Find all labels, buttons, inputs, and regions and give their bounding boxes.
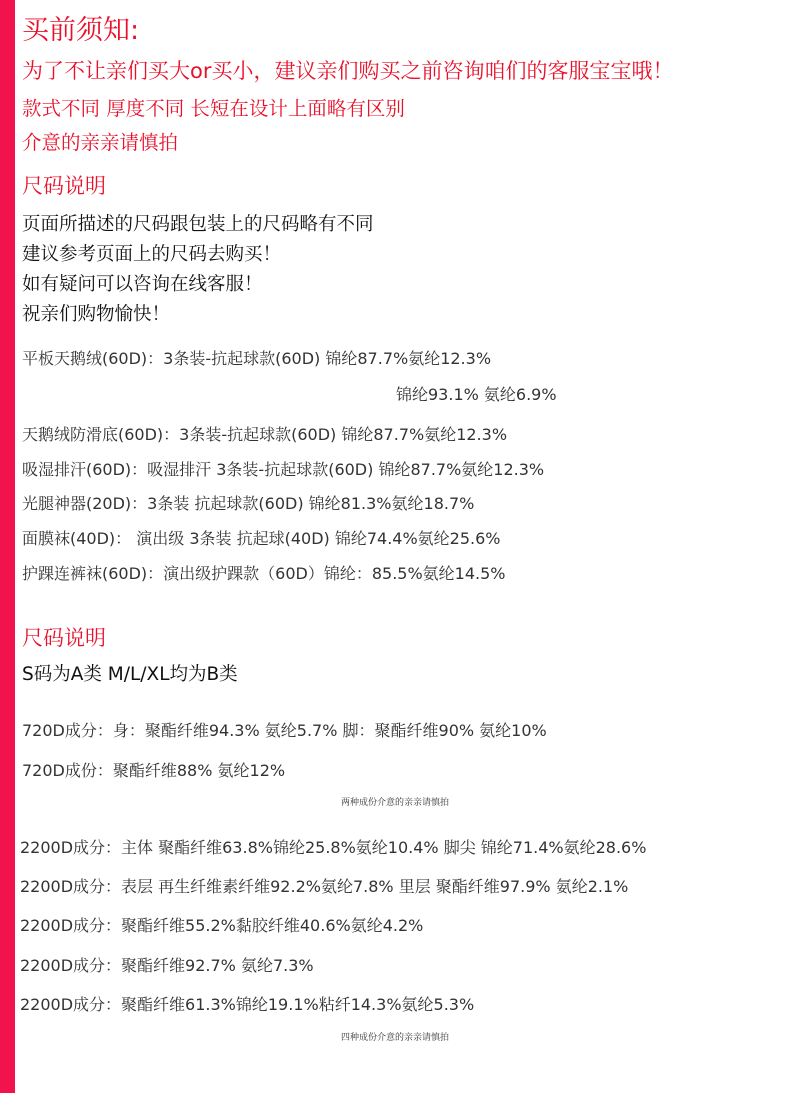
fabric-spec: 2200D成分：聚酯纤维92.7% 氨纶7.3% xyxy=(20,956,314,975)
size-class-line: S码为A类 M/L/XL均为B类 xyxy=(22,664,238,685)
product-spec: 吸湿排汗(60D)：吸湿排汗 3条装-抗起球款(60D) 锦纶87.7%氨纶12.3% xyxy=(22,460,545,479)
fabric-spec: 2200D成分：主体 聚酯纤维63.8%锦纶25.8%氨纶10.4% 脚尖 锦纶71.4%氨纶28.6% xyxy=(20,838,647,857)
fabric-spec: 2200D成分：表层 再生纤维素纤维92.2%氨纶7.8% 里层 聚酯纤维97.9% 氨纶2.1% xyxy=(20,877,629,896)
fabric-spec: 720D成分：身：聚酯纤维94.3% 氨纶5.7% 脚：聚酯纤维90% 氨纶10% xyxy=(22,721,547,740)
size-note-line: 祝亲们购物愉快！ xyxy=(22,304,171,325)
notice-line-3: 介意的亲亲请慎拍 xyxy=(22,131,179,154)
fabric-caution: 两种成份介意的亲亲请慎拍 xyxy=(340,798,449,808)
product-spec: 护踝连裤袜(60D)：演出级护踝款（60D）锦纶：85.5%氨纶14.5% xyxy=(22,564,506,583)
fabric-spec: 720D成份：聚酯纤维88% 氨纶12% xyxy=(22,761,286,780)
product-spec: 天鹅绒防滑底(60D)：3条装-抗起球款(60D) 锦纶87.7%氨纶12.3% xyxy=(22,425,508,444)
product-spec: 平板天鹅绒(60D)：3条装-抗起球款(60D) 锦纶87.7%氨纶12.3% xyxy=(22,349,492,368)
fabric-spec: 2200D成分：聚酯纤维55.2%黏胶纤维40.6%氨纶4.2% xyxy=(20,916,424,935)
size-note-title: 尺码说明 xyxy=(22,174,106,198)
fabric-spec: 2200D成分：聚酯纤维61.3%锦纶19.1%粘纤14.3%氨纶5.3% xyxy=(20,995,475,1014)
notice-line-2: 款式不同 厚度不同 长短在设计上面略有区别 xyxy=(22,97,405,120)
product-spec: 面膜袜(40D)： 演出级 3条装 抗起球(40D) 锦纶74.4%氨纶25.6% xyxy=(22,529,501,548)
size-note-line: 页面所描述的尺码跟包装上的尺码略有不同 xyxy=(22,214,374,235)
product-spec: 光腿神器(20D)：3条装 抗起球款(60D) 锦纶81.3%氨纶18.7% xyxy=(22,494,475,513)
size-note-line: 建议参考页面上的尺码去购买！ xyxy=(22,244,282,265)
notice-line-1: 为了不让亲们买大or买小，建议亲们购买之前咨询咱们的客服宝宝哦！ xyxy=(22,59,674,83)
product-spec: 锦纶93.1% 氨纶6.9% xyxy=(396,385,557,404)
fabric-caution: 四种成份介意的亲亲请慎拍 xyxy=(340,1033,449,1043)
size-note-line: 如有疑问可以咨询在线客服！ xyxy=(22,274,263,295)
left-accent-bar xyxy=(0,0,15,1093)
notice-title: 买前须知: xyxy=(22,15,140,46)
size-note-2-title: 尺码说明 xyxy=(22,626,106,650)
